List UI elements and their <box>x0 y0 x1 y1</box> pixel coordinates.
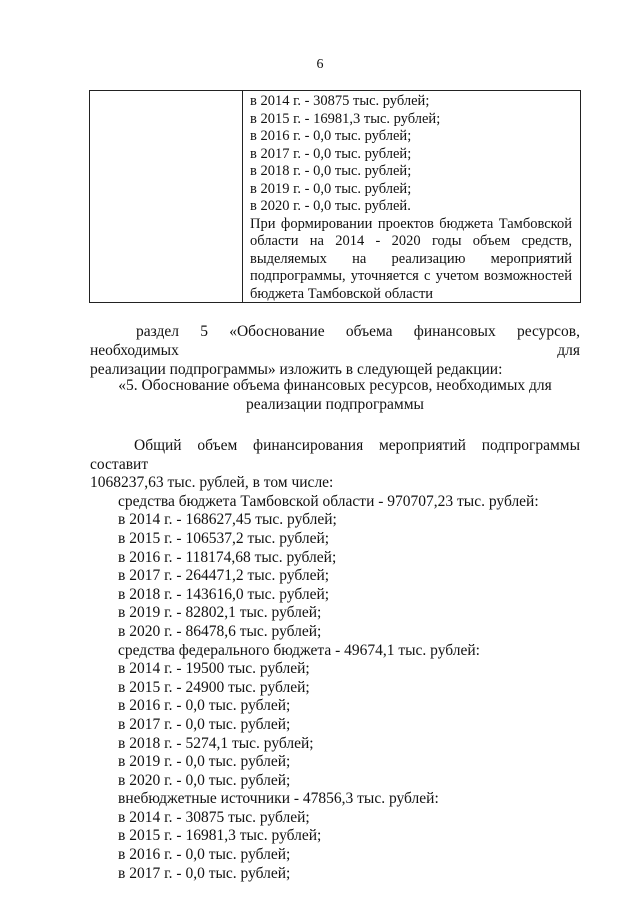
table-note-line: При формировании проектов бюджета Тамбовской <box>250 215 572 232</box>
intro-line: 1068237,63 тыс. рублей, в том числе: <box>90 474 334 492</box>
federal-year-line: в 2019 г. - 0,0 тыс. рублей; <box>118 753 291 771</box>
regional-year-line: в 2019 г. - 82802,1 тыс. рублей; <box>118 604 322 622</box>
regional-year-line: в 2016 г. - 118174,68 тыс. рублей; <box>118 548 337 566</box>
section-body <box>90 437 580 883</box>
amendment-instruction <box>90 322 580 379</box>
heading-line: «5. Обоснование объема финансовых ресурсов, необходимых для <box>118 377 552 394</box>
extrabudgetary-year-line: в 2015 г. - 16981,3 тыс. рублей; <box>118 827 322 845</box>
regional-year-line: в 2014 г. - 168627,45 тыс. рублей; <box>118 511 337 529</box>
intro-line: Общий объем финансирования мероприятий подпрограммы составит <box>90 437 580 473</box>
regional-year-line: в 2015 г. - 106537,2 тыс. рублей; <box>118 529 330 547</box>
federal-year-line: в 2014 г. - 19500 тыс. рублей; <box>118 660 310 678</box>
table-line: в 2017 г. - 0,0 тыс. рублей; <box>250 145 412 162</box>
table-line: в 2016 г. - 0,0 тыс. рублей; <box>250 128 412 144</box>
table-line: в 2015 г. - 16981,3 тыс. рублей; <box>250 110 441 127</box>
extrabudgetary-year-line: в 2017 г. - 0,0 тыс. рублей; <box>118 864 291 882</box>
table-note-line: области на 2014 - 2020 годы объем средств, <box>250 233 572 249</box>
regional-year-line: в 2017 г. - 264471,2 тыс. рублей; <box>118 567 330 585</box>
extrabudgetary-year-line: в 2014 г. - 30875 тыс. рублей; <box>118 808 310 826</box>
instruction-line: реализации подпрограммы» изложить в следующей редакции: <box>90 361 503 378</box>
table-note <box>250 216 572 304</box>
page-number: 6 <box>316 57 324 72</box>
federal-year-line: в 2018 г. - 5274,1 тыс. рублей; <box>118 734 314 752</box>
table-line: в 2020 г. - 0,0 тыс. рублей. <box>250 198 411 214</box>
regional-year-line: в 2020 г. - 86478,6 тыс. рублей; <box>118 622 322 640</box>
instruction-line: раздел 5 «Обоснование объема финансовых ресурсов, необходимых для <box>90 323 580 359</box>
table-line: в 2014 г. - 30875 тыс. рублей; <box>250 93 430 109</box>
table-line: в 2018 г. - 0,0 тыс. рублей; <box>250 163 412 179</box>
table-line: в 2019 г. - 0,0 тыс. рублей; <box>250 180 412 197</box>
table-cell-funding <box>250 93 572 303</box>
section-heading <box>90 376 580 414</box>
extrabudgetary-year-line: в 2016 г. - 0,0 тыс. рублей; <box>118 846 291 864</box>
federal-budget-header: средства федерального бюджета - 49674,1 тыс. рублей: <box>118 641 480 659</box>
regional-budget-header: средства бюджета Тамбовской области - 970707,23 тыс. рублей: <box>118 492 539 510</box>
federal-year-line: в 2017 г. - 0,0 тыс. рублей; <box>118 715 291 733</box>
federal-year-line: в 2016 г. - 0,0 тыс. рублей; <box>118 697 291 715</box>
table-note-line: бюджета Тамбовской области <box>250 285 434 302</box>
regional-year-line: в 2018 г. - 143616,0 тыс. рублей; <box>118 585 330 603</box>
table-note-line: выделяемых на реализацию мероприятий <box>250 250 572 267</box>
federal-year-line: в 2015 г. - 24900 тыс. рублей; <box>118 678 310 696</box>
extrabudgetary-header: внебюджетные источники - 47856,3 тыс. рублей: <box>118 790 439 808</box>
table-note-line: подпрограммы, уточняется с учетом возможностей <box>250 268 572 284</box>
heading-line: реализации подпрограммы <box>246 396 424 413</box>
federal-year-line: в 2020 г. - 0,0 тыс. рублей; <box>118 771 291 789</box>
table-column-divider <box>242 91 243 302</box>
passport-table-fragment <box>89 90 581 303</box>
